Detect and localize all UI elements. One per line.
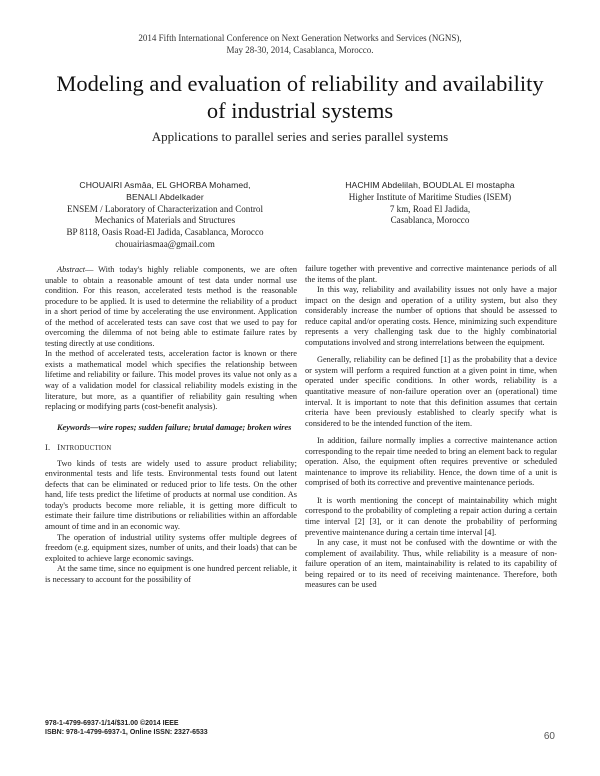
affiliation-line-2: Mechanics of Materials and Structures <box>94 215 236 226</box>
title-line-2: of industrial systems <box>206 98 394 123</box>
section-title-rest: NTRODUCTION <box>60 445 112 453</box>
author-names-line-2: BENALI Abdelkader <box>126 191 204 202</box>
title-line-1: Modeling and evaluation of reliability and availability <box>56 71 544 96</box>
footer-line-1: 978-1-4799-6937-1/14/$31.00 ©2014 IEEE <box>45 720 179 727</box>
left-column <box>45 265 297 585</box>
right-paragraph-2: In this way, reliability and availability issues not only have a major impact on the design and operation of a utility system, but also they considerably increase the number of options that should be assessed to reduce capital and/or operating costs. Hence, minimizing such expenditure represents a very challenging task due to the highly combinatorial computations involved and strong interrelations between the equipment. <box>305 285 557 347</box>
abstract-paragraph <box>45 265 297 349</box>
paper-subtitle: Applications to parallel series and series parallel systems <box>151 129 449 144</box>
conference-line-2: May 28-30, 2014, Casablanca, Morocco. <box>226 45 374 55</box>
author-email: chouairiasmaa@gmail.com <box>115 238 215 249</box>
intro-paragraph-2: The operation of industrial utility systems offer multiple degrees of freedom (e.g. equipment sizes, number of units, and their loads) that can be exploited to achieve large economic savings. <box>45 532 297 563</box>
footer-line-2: ISBN: 978-1-4799-6937-1, Online ISSN: 2327-6533 <box>45 728 208 736</box>
right-paragraph-4: In addition, failure normally implies a corrective maintenance action corresponding to the repair time needed to bring an element back to regular operation. Also, the equipment often requires preventive or scheduled maintenance to improve its reliability. Hence, the down time of a unit is comprised of both its corrective and preventive maintenance periods. <box>305 436 557 488</box>
right-paragraph-6: In any case, it must not be confused with the downtime or with the complement of availability. Thus, while reliability is a measure of non-failure operation of an item, maintainability is related to its capability of being repaired or to its need of receiving maintenance. Therefore, both measures can be used <box>305 538 557 590</box>
affiliation-line-1: ENSEM / Laboratory of Characterization and Control <box>67 203 263 214</box>
author-names-line-1: CHOUAIRI Asmâa, EL GHORBA Mohamed, <box>79 180 251 190</box>
affiliation-line-2: 7 km, Road El Jadida, <box>389 203 471 214</box>
conference-line-1: 2014 Fifth International Conference on Next Generation Networks and Services (NGNS), <box>138 33 462 43</box>
paper-title <box>40 70 560 124</box>
section-heading-introduction <box>45 443 297 455</box>
section-title-initial: I <box>57 443 61 453</box>
keywords: Keywords—wire ropes; sudden failure; brutal damage; broken wires <box>57 422 292 432</box>
page-number: 60 <box>543 731 555 742</box>
abstract-paragraph-2: In the method of accelerated tests, acceleration factor is known or there exists a mathematical model which specifies the relationship between lifetime and reliability or failure. This model proves its value not only as a way of a validation model for classical reliability models existing in the literature, but more, as a quantifier of reliability gain resulting when replacing or modifying parts (cost-benefit analysis). <box>45 349 297 412</box>
right-paragraph-3: Generally, reliability can be defined [1] as the probability that a device or system will perform a required function at a given point in time, when operated under specific conditions. In other words, reliability is a quantitative measure of non-failure operation over an (operational) time interval. It is important to note that this definition assumes that certain criteria have been previously established to clearly specify what is considered to be the intended function of the item. <box>305 355 557 428</box>
affiliation-line-1: Higher Institute of Maritime Studies (ISEM) <box>348 191 512 202</box>
affiliation-line-3: Casablanca, Morocco <box>390 215 470 226</box>
conference-header <box>100 32 500 56</box>
author-names: HACHIM Abdelilah, BOUDLAL El mostapha <box>345 180 515 190</box>
abstract-lead: Abstract <box>57 265 86 274</box>
copyright-footer <box>45 720 208 737</box>
section-number: I. <box>45 443 51 453</box>
author-block-right <box>300 180 560 227</box>
right-paragraph-5: It is worth mentioning the concept of maintainability which might correspond to the probability of completing a repair action during a certain time interval [2] [3], or it can denote the probability of performing preventive maintenance during a certain time interval [4]. <box>305 495 557 537</box>
affiliation-line-3: BP 8118, Oasis Road-El Jadida, Casablanca, Morocco <box>66 227 264 238</box>
right-column <box>305 264 557 591</box>
abstract-body: — With today's highly reliable components, we are often unable to obtain a reasonable amount of test data under normal use condition. For this reason, accelerated tests method is the reasonable procedure to be applied. It is used to determine the reliability of a product in a short period of time by accelerating the use environment. Application of the method of accelerated tests can save cost that we used to pay for overcoming the dilemma of not being able to estimate failure rates by testing directly at use conditions. <box>45 265 297 348</box>
author-block-left <box>40 180 290 251</box>
intro-paragraph-3: At the same time, since no equipment is one hundred percent reliable, it is necessary to account for the possibility of <box>45 564 297 584</box>
right-paragraph-1: failure together with preventive and corrective maintenance periods of all the items of the plant. <box>305 264 557 284</box>
intro-paragraph-1: Two kinds of tests are widely used to assure product reliability; environmental tests and life tests. Environmental tests found out latent defects that can be eliminated or reduced prior to life tests. On the other hand, life tests predict the lifetime of products at normal use condition. As today's products become more reliable, it is getting more difficult to estimate their failure time distributions or reliabilities within an affordable amount of time and in an economic way. <box>45 458 297 532</box>
